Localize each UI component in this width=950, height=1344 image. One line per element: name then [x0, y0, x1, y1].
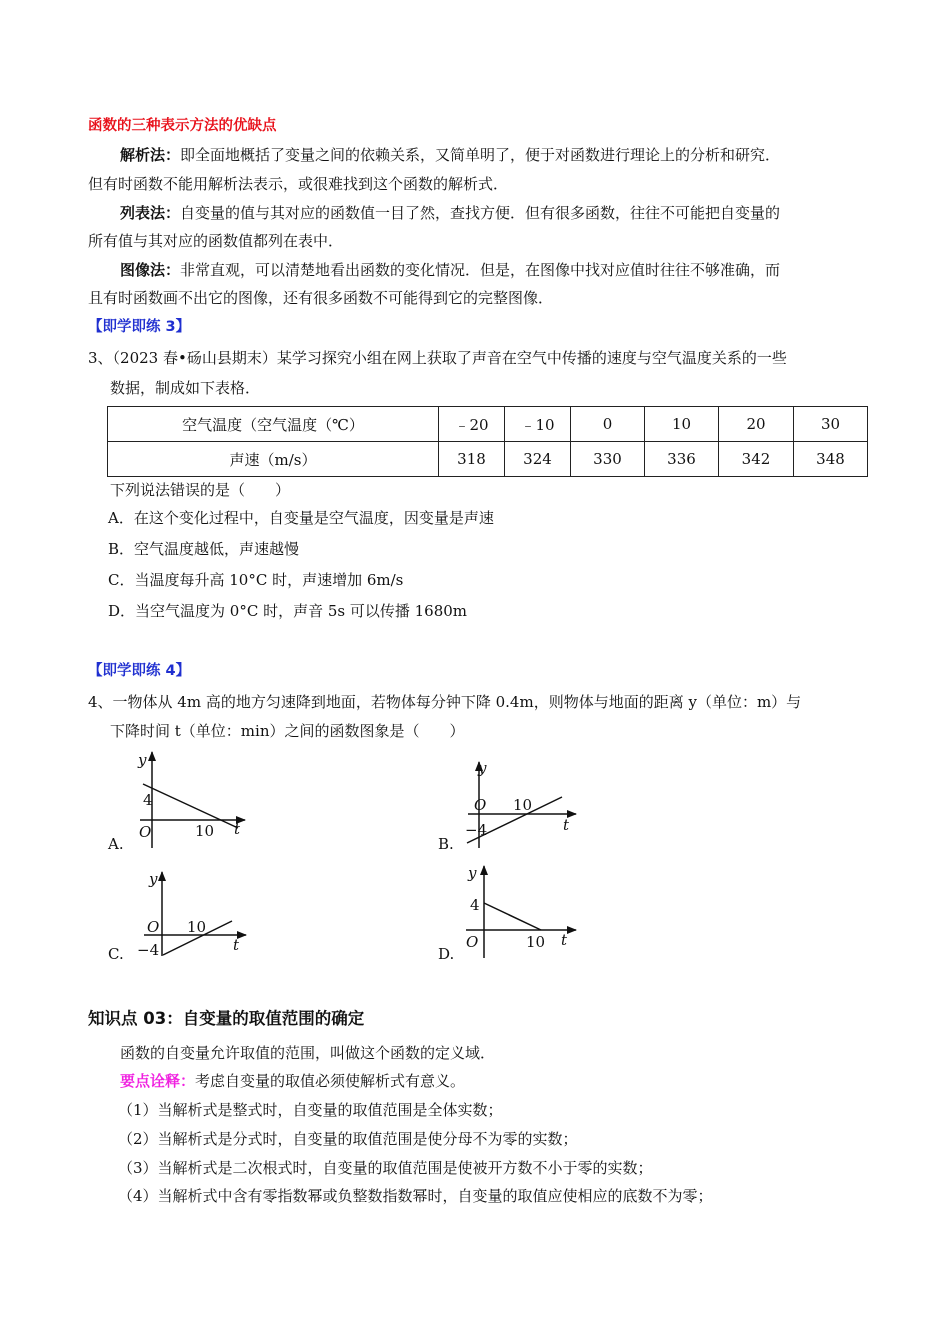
- origin-label: O: [147, 918, 160, 936]
- tick-label: 10: [513, 796, 533, 814]
- row-header: 空气温度（空气温度（℃）: [108, 407, 439, 442]
- axis-label: t: [561, 931, 568, 949]
- text: 但有时函数不能用解析法表示，或很难找到这个函数的解析式．: [88, 175, 509, 193]
- question-text: 3、（2023 春•砀山县期末）某学习探究小组在网上获取了声音在空气中传播的速度与空气温度关系的一些: [88, 349, 787, 367]
- graph-d: [466, 866, 576, 958]
- question-prompt: 下列说法错误的是（ ）: [110, 481, 291, 499]
- origin-label: O: [139, 823, 152, 841]
- exercise-tag: 【即学即练 4】: [88, 663, 191, 679]
- tick-label: 4: [143, 791, 153, 809]
- question-text: 4、一物体从 4m 高的地方匀速降到地面，若物体每分钟下降 0.4m，则物体与地面的距离 y（单位：m）与: [88, 693, 802, 711]
- graph-letter: A.: [108, 835, 124, 853]
- tick-label: 10: [187, 918, 207, 936]
- axis-label: y: [478, 759, 487, 777]
- graph-letter: B.: [438, 835, 454, 853]
- question-text: 下降时间 t（单位：min）之间的函数图象是（ ）: [110, 722, 465, 740]
- axis-label: y: [138, 751, 147, 769]
- tick-label: 10: [526, 933, 546, 951]
- table-cell: ﹣20: [439, 407, 505, 442]
- section-heading: 函数的三种表示方法的优缺点: [88, 118, 277, 134]
- table-cell: 318: [439, 442, 505, 477]
- list-item: （3）当解析式是二次根式时，自变量的取值范围是使被开方数不小于零的实数；: [118, 1159, 653, 1177]
- term: 列表法：: [120, 204, 181, 222]
- tick-label: 10: [195, 822, 215, 840]
- exercise-tag: 【即学即练 3】: [88, 319, 191, 335]
- table-cell: 336: [645, 442, 719, 477]
- graph-line: [143, 784, 238, 828]
- knowledge-point-heading: 知识点 03：自变量的取值范围的确定: [88, 1009, 365, 1028]
- note-term: 要点诠释：: [120, 1072, 196, 1090]
- table-cell: 30: [794, 407, 868, 442]
- table-cell: 330: [571, 442, 645, 477]
- origin-label: O: [466, 933, 479, 951]
- option-a: A．在这个变化过程中，自变量是空气温度，因变量是声速: [108, 509, 494, 527]
- list-item: （2）当解析式是分式时，自变量的取值范围是使分母不为零的实数；: [118, 1130, 578, 1148]
- term: 解析法：: [120, 146, 181, 164]
- graph-letter: D.: [438, 945, 455, 963]
- graph-line: [484, 903, 541, 930]
- table-cell: 10: [645, 407, 719, 442]
- tick-label: 4: [470, 896, 480, 914]
- list-item: （1）当解析式是整式时，自变量的取值范围是全体实数；: [118, 1101, 503, 1119]
- question-text: 数据，制成如下表格．: [110, 379, 261, 397]
- list-item: （4）当解析式中含有零指数幂或负整数指数幂时，自变量的取值应使相应的底数不为零；: [118, 1187, 713, 1205]
- axis-label: t: [563, 816, 570, 834]
- graph-c: [144, 872, 246, 956]
- definition-text: 函数的自变量允许取值的范围，叫做这个函数的定义域．: [120, 1044, 496, 1062]
- origin-label: O: [474, 796, 487, 814]
- graph-letter: C.: [108, 945, 124, 963]
- axis-label: y: [468, 864, 477, 882]
- graph-a: [140, 752, 245, 848]
- tick-label: −4: [137, 941, 160, 959]
- table-cell: 20: [719, 407, 794, 442]
- table-cell: 348: [794, 442, 868, 477]
- text: 即全面地概括了变量之间的依赖关系，又简单明了，便于对函数进行理论上的分析和研究．: [180, 146, 781, 164]
- tick-label: −4: [465, 821, 488, 839]
- note-text: 考虑自变量的取值必须使解析式有意义。: [195, 1072, 466, 1090]
- table-cell: 342: [719, 442, 794, 477]
- term: 图像法：: [120, 261, 181, 279]
- axis-label: t: [233, 936, 240, 954]
- axis-label: t: [234, 820, 241, 838]
- text: 且有时函数画不出它的图像，还有很多函数不可能得到它的完整图像．: [88, 289, 554, 307]
- table-cell: 0: [571, 407, 645, 442]
- row-header: 声速（m/s）: [108, 442, 439, 477]
- option-d: D．当空气温度为 0°C 时，声音 5s 可以传播 1680m: [108, 602, 468, 620]
- text: 所有值与其对应的函数值都列在表中．: [88, 232, 344, 250]
- table-cell: 324: [505, 442, 571, 477]
- axis-label: y: [149, 870, 158, 888]
- table-cell: ﹣10: [505, 407, 571, 442]
- text: 自变量的值与其对应的函数值一目了然，查找方便．但有很多函数，往往不可能把自变量的: [180, 204, 781, 222]
- note-line: [120, 1071, 465, 1091]
- option-c: C．当温度每升高 10°C 时，声速增加 6m/s: [108, 571, 404, 589]
- option-b: B．空气温度越低，声速越慢: [108, 540, 300, 558]
- text: 非常直观，可以清楚地看出函数的变化情况．但是，在图像中找对应值时往往不够准确，而: [180, 261, 781, 279]
